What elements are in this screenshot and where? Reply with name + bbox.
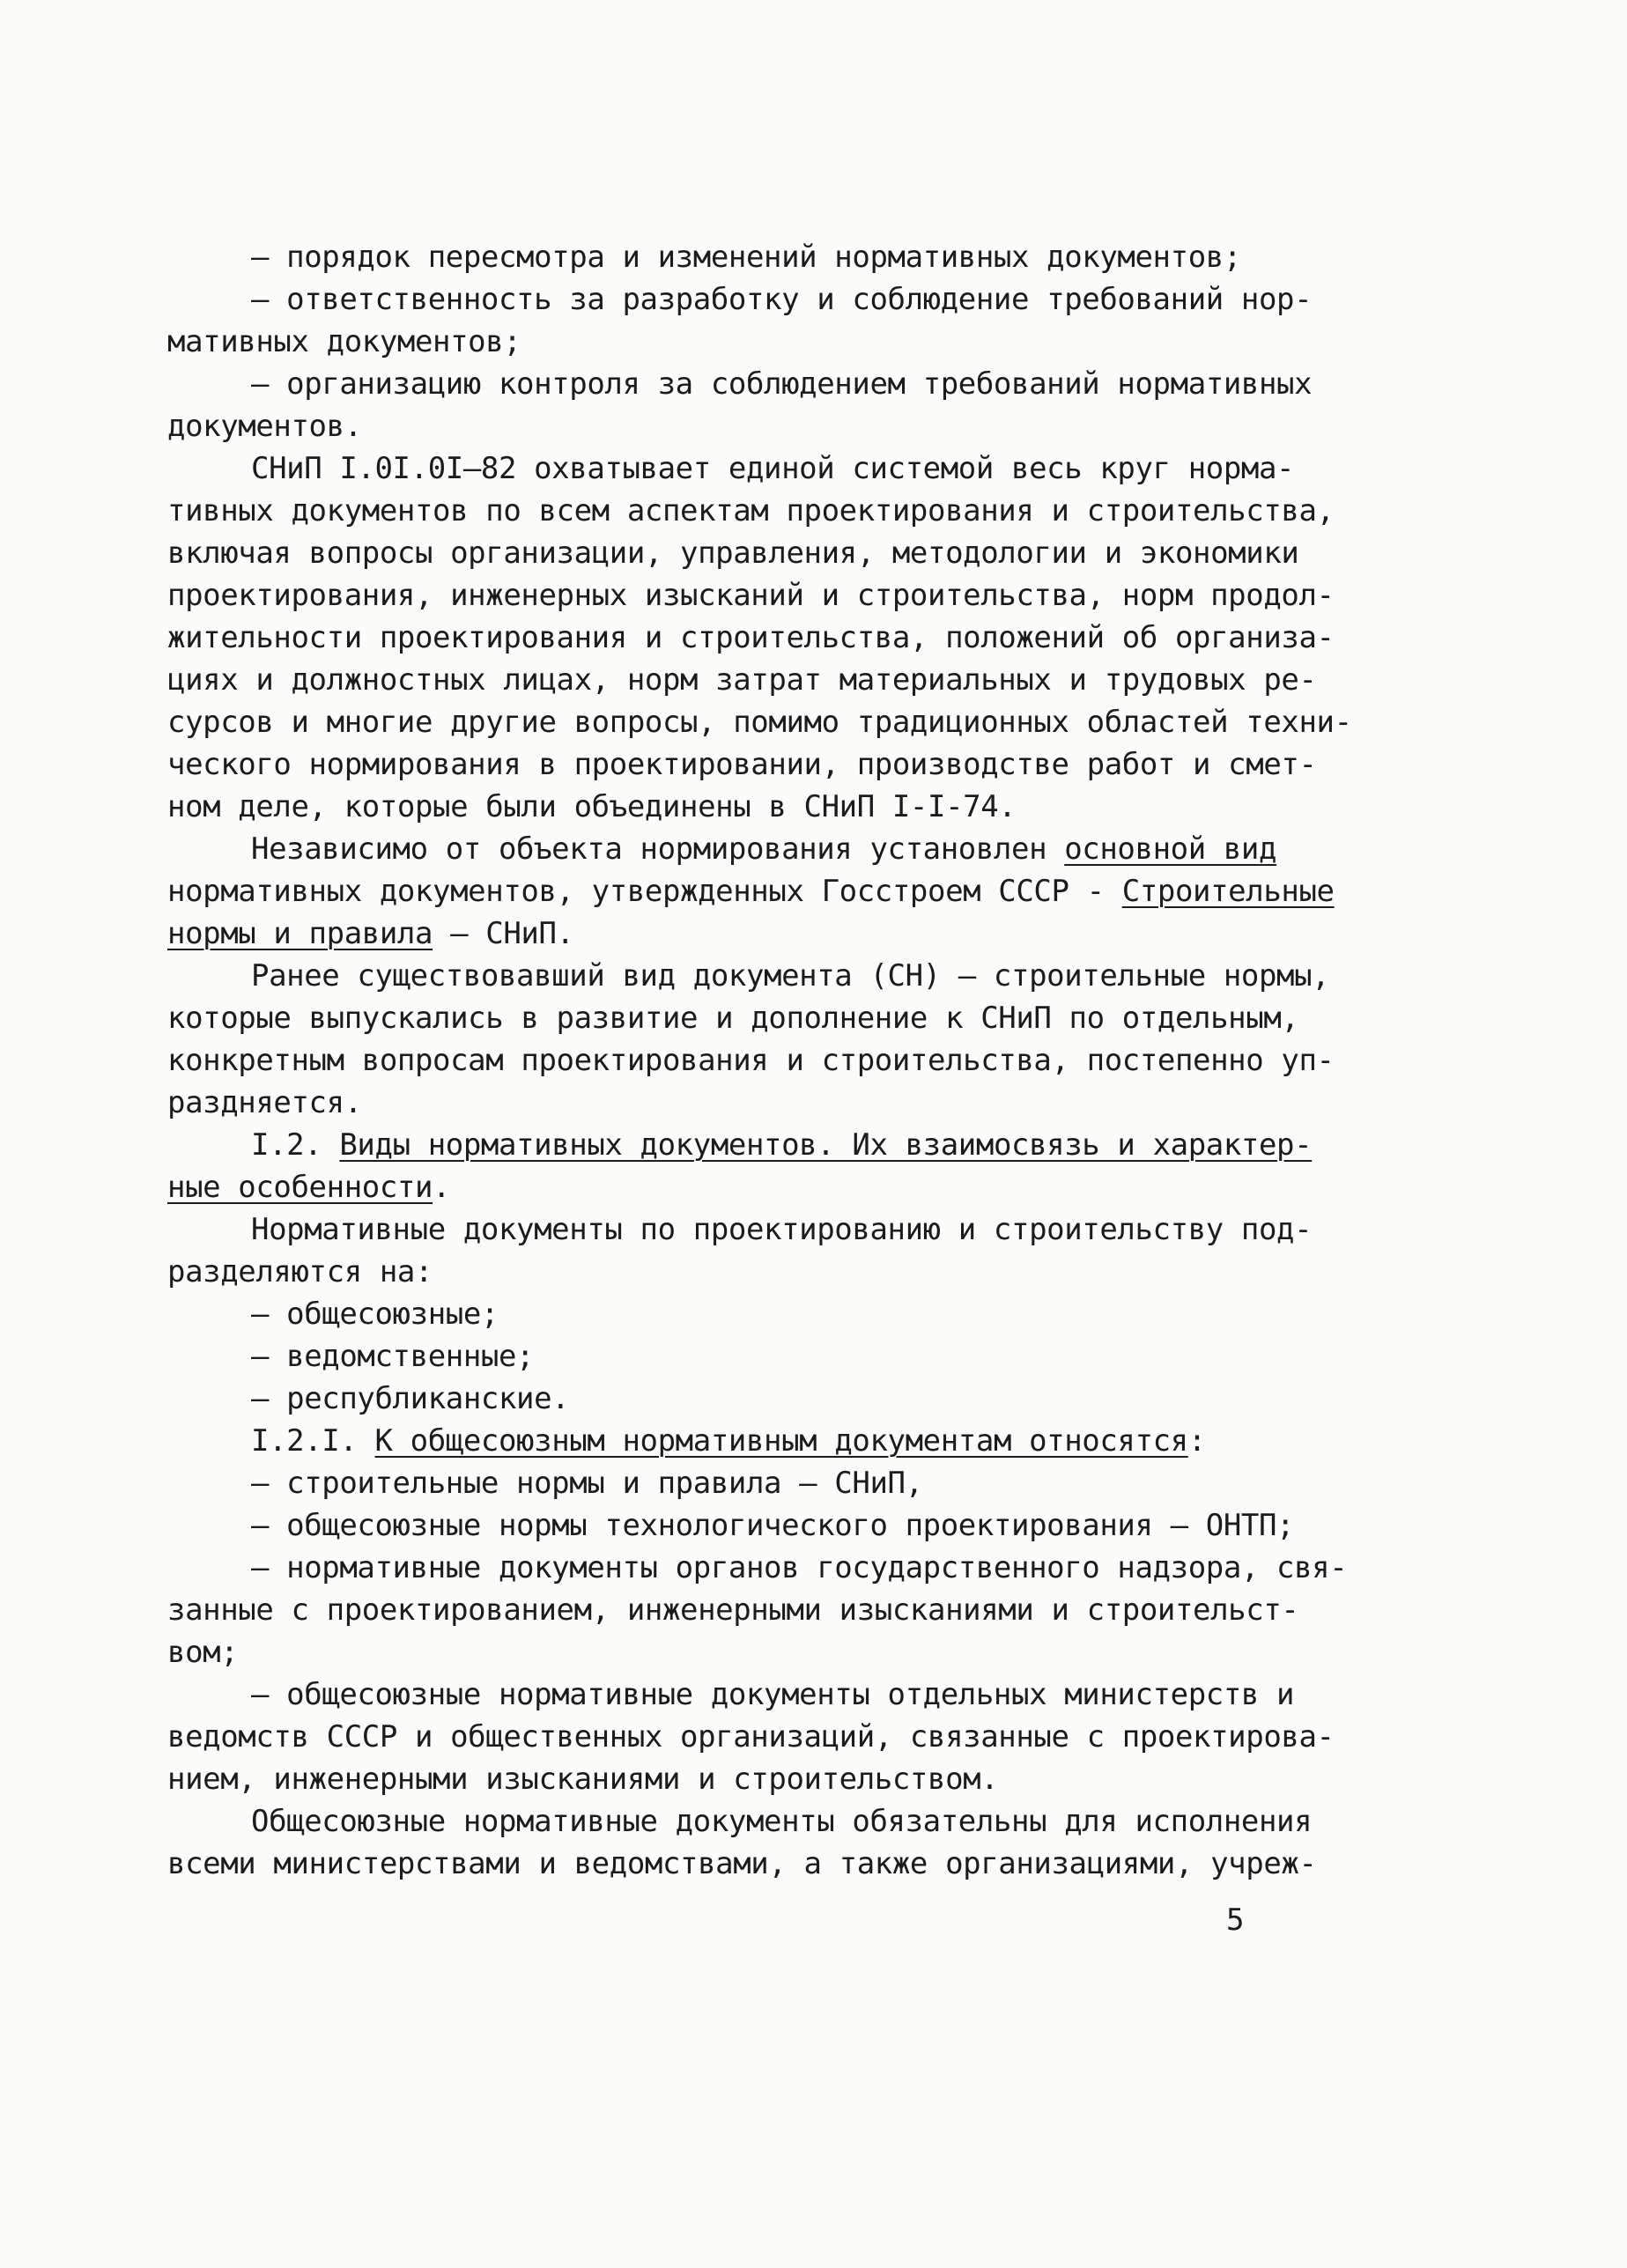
text-line <box>167 1673 1295 1716</box>
text-segment: разделяются на: <box>167 1254 433 1289</box>
text-line <box>167 701 1352 743</box>
text-segment: ном деле, которые были объединены в СНиП I-I-74. <box>167 789 1017 824</box>
text-segment: конкретным вопросам проектирования и строительства, постепенно уп- <box>167 1043 1335 1078</box>
text-segment: Независимо от объекта нормирования установлен <box>251 831 1065 867</box>
text-line <box>167 997 1299 1039</box>
text-line <box>167 447 1295 490</box>
text-line <box>167 1758 1291 1800</box>
text-line <box>167 1843 1317 1885</box>
text-segment: которые выпускались в развитие и дополнение к СНиП по отдельным, <box>167 1001 1299 1036</box>
text-segment: СНиП I.0I.0I–82 охватывает единой системой весь круг норма- <box>251 451 1295 486</box>
text-line <box>167 278 1313 321</box>
text-line <box>167 1039 1335 1082</box>
text-line <box>167 1631 1291 1673</box>
text-line <box>167 828 1291 870</box>
text-line <box>167 912 1291 955</box>
text-segment: нормативных документов, утвержденных Госстроем СССР - <box>167 874 1122 909</box>
text-line <box>167 1547 1348 1589</box>
text-segment: : <box>1187 1423 1206 1459</box>
text-line <box>167 659 1317 701</box>
text-line <box>167 955 1330 997</box>
text-line <box>167 405 1291 447</box>
text-segment: – ответственность за разработку и соблюдение требований нор- <box>251 282 1313 317</box>
text-line <box>167 1462 1291 1504</box>
text-segment: – организацию контроля за соблюдением требований нормативных <box>251 366 1313 402</box>
text-segment: мативных документов; <box>167 324 521 359</box>
text-segment: – общесоюзные нормативные документы отдельных министерств и <box>251 1677 1295 1712</box>
text-line <box>167 786 1291 828</box>
text-line <box>167 1251 1291 1293</box>
text-segment: включая вопросы организации, управления, методологии и экономики <box>167 536 1299 571</box>
text-segment: ческого нормирования в проектировании, производстве работ и смет- <box>167 747 1317 782</box>
underlined-heading-text: ные особенности <box>167 1170 433 1205</box>
underlined-heading-text: К общесоюзным нормативным документам относятся <box>374 1423 1188 1459</box>
text-segment: Общесоюзные нормативные документы обязательны для исполнения <box>251 1804 1313 1839</box>
text-segment: раздняется. <box>167 1085 362 1120</box>
text-segment: – республиканские. <box>251 1381 570 1416</box>
text-line <box>167 1293 1291 1335</box>
text-segment: проектирования, инженерных изысканий и строительства, норм продол- <box>167 578 1335 613</box>
text-line <box>167 1716 1335 1758</box>
underlined-heading-text: нормы и правила <box>167 916 433 951</box>
text-line <box>167 870 1335 912</box>
text-line <box>167 1589 1299 1631</box>
text-segment: . <box>433 1170 451 1205</box>
text-segment: – ведомственные; <box>251 1339 535 1374</box>
text-segment: циях и должностных лицах, норм затрат материальных и трудовых ре- <box>167 662 1317 698</box>
text-segment: занные с проектированием, инженерными изысканиями и строительст- <box>167 1592 1299 1628</box>
text-line <box>167 321 1291 363</box>
page-number: 5 <box>1226 1902 1245 1938</box>
text-line <box>167 532 1299 574</box>
text-segment: – строительные нормы и правила – СНиП, <box>251 1466 923 1501</box>
text-segment: Нормативные документы по проектированию и строительству под- <box>251 1212 1313 1247</box>
text-segment: – нормативные документы органов государственного надзора, свя- <box>251 1550 1348 1585</box>
text-line <box>167 1166 1291 1208</box>
text-line <box>167 743 1317 786</box>
text-segment: всеми министерствами и ведомствами, а также организациями, учреж- <box>167 1846 1317 1881</box>
text-segment: сурсов и многие другие вопросы, помимо традиционных областей техни- <box>167 705 1352 740</box>
text-line <box>167 1504 1295 1547</box>
text-segment: – общесоюзные; <box>251 1297 499 1332</box>
body-text <box>167 236 1352 1885</box>
text-line <box>167 1378 1291 1420</box>
text-segment: – СНиП. <box>433 916 574 951</box>
text-line <box>167 1124 1313 1166</box>
text-segment: ведомств СССР и общественных организаций, связанные с проектирова- <box>167 1719 1335 1755</box>
underlined-heading-text: Виды нормативных документов. Их взаимосвязь и характер- <box>339 1127 1313 1163</box>
text-line <box>167 617 1335 659</box>
text-line <box>167 490 1335 532</box>
text-segment: документов. <box>167 409 362 444</box>
text-segment: Ранее существовавший вид документа (СН) – строительные нормы, <box>251 958 1330 994</box>
text-segment: вом; <box>167 1635 239 1670</box>
text-segment: нием, инженерными изысканиями и строительством. <box>167 1762 999 1797</box>
text-line <box>167 236 1291 278</box>
text-line <box>167 1420 1291 1462</box>
underlined-heading-text: основной вид <box>1064 831 1277 867</box>
text-line <box>167 1208 1313 1251</box>
text-line <box>167 1335 1291 1378</box>
text-segment: – порядок пересмотра и изменений нормативных документов; <box>251 240 1241 275</box>
text-segment: I.2. <box>251 1127 340 1163</box>
text-segment: – общесоюзные нормы технологического проектирования – ОНТП; <box>251 1508 1295 1543</box>
text-segment: тивных документов по всем аспектам проектирования и строительства, <box>167 493 1335 528</box>
underlined-heading-text: Строительные <box>1121 874 1335 909</box>
text-line <box>167 363 1313 405</box>
text-segment: жительности проектирования и строительства, положений об организа- <box>167 620 1335 655</box>
text-line <box>167 1082 1291 1124</box>
text-line <box>167 574 1335 617</box>
text-line <box>167 1800 1313 1843</box>
text-segment: I.2.I. <box>251 1423 375 1459</box>
